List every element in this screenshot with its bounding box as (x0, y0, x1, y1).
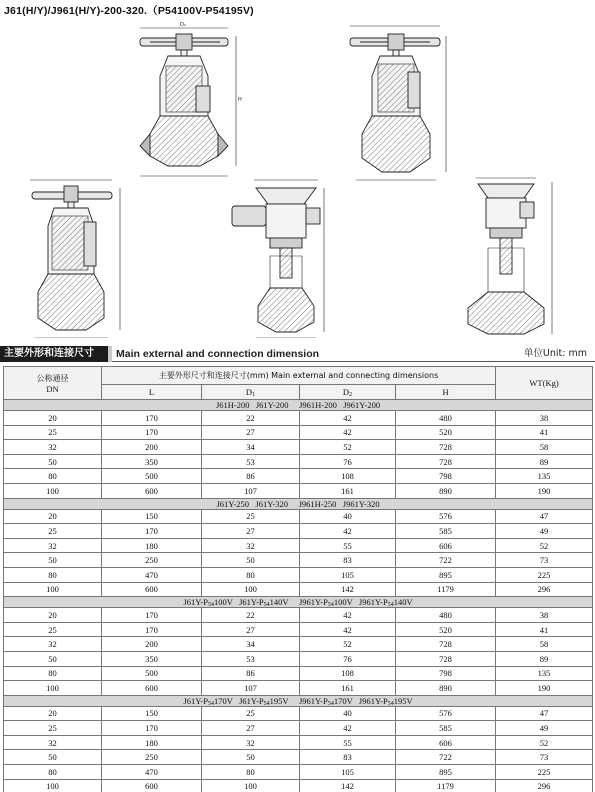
cell-d1: 27 (202, 524, 300, 539)
table-row (4, 411, 593, 426)
cell-wt: 190 (496, 483, 593, 498)
cell-wt: 296 (496, 582, 593, 597)
cell-d1: 22 (202, 411, 300, 426)
cell-l: 600 (102, 681, 202, 696)
cell-d1: 100 (202, 582, 300, 597)
cell-wt: 89 (496, 454, 593, 469)
cell-dn: 80 (4, 666, 102, 681)
cell-dn: 100 (4, 483, 102, 498)
cell-dn: 80 (4, 469, 102, 484)
cell-d1: 25 (202, 706, 300, 721)
cell-d2: 108 (300, 469, 396, 484)
cell-l: 600 (102, 483, 202, 498)
table-row (4, 637, 593, 652)
cell-d2: 55 (300, 735, 396, 750)
model-label-subscript: 54 (263, 602, 270, 608)
page-title: J61(H/Y)/J961(H/Y)-200-320.（P54100V-P54195V) (4, 5, 254, 17)
cell-wt: 135 (496, 666, 593, 681)
cell-dn: 50 (4, 750, 102, 765)
cell-h: 480 (396, 608, 496, 623)
header-dims-label: 主要外形尺寸和连接尺寸(mm) Main external and connecting dimensions (158, 371, 439, 380)
header-d1-label: D (245, 387, 253, 397)
cell-dn: 50 (4, 651, 102, 666)
cell-d2: 161 (300, 681, 396, 696)
cell-wt: 41 (496, 622, 593, 637)
cell-wt: 41 (496, 425, 593, 440)
cell-l: 250 (102, 553, 202, 568)
cell-d1: 50 (202, 553, 300, 568)
cell-d2: 42 (300, 608, 396, 623)
cell-dn: 32 (4, 735, 102, 750)
cell-l: 600 (102, 582, 202, 597)
header-dn (4, 367, 102, 400)
cell-dn: 100 (4, 779, 102, 792)
cell-h: 722 (396, 750, 496, 765)
model-label-text: J61H-200 J61Y-200 J961H-200 J961Y-200 (215, 400, 381, 410)
cell-h: 576 (396, 706, 496, 721)
cell-d2: 42 (300, 622, 396, 637)
cell-dn: 50 (4, 553, 102, 568)
model-group-label (4, 597, 593, 608)
header-dn-cn: 公称通径 (36, 373, 69, 383)
cell-h: 576 (396, 509, 496, 524)
cell-d1: 32 (202, 538, 300, 553)
actuator-valve-drawing-1 (232, 180, 324, 338)
cell-d2: 52 (300, 637, 396, 652)
table-row (4, 608, 593, 623)
cell-l: 600 (102, 779, 202, 792)
cell-wt: 296 (496, 779, 593, 792)
cell-d1: 22 (202, 608, 300, 623)
cell-d2: 42 (300, 411, 396, 426)
model-label-text: 195V J961Y-P (269, 695, 328, 706)
cell-wt: 58 (496, 440, 593, 455)
model-label-subscript: 54 (387, 700, 394, 707)
table-row (4, 779, 593, 792)
model-label-subscript: 54 (327, 602, 334, 608)
model-label-text: J61Y-250 J61Y-320 J961H-250 J961Y-320 (216, 498, 380, 509)
cell-d2: 42 (300, 524, 396, 539)
cell-d2: 142 (300, 779, 396, 792)
cell-l: 500 (102, 666, 202, 681)
cell-dn: 25 (4, 425, 102, 440)
cell-wt: 52 (496, 538, 593, 553)
cell-wt: 38 (496, 608, 593, 623)
table-group-row (4, 498, 593, 509)
cell-wt: 190 (496, 681, 593, 696)
table-row (4, 681, 593, 696)
cell-h: 895 (396, 567, 496, 582)
cell-d1: 80 (202, 765, 300, 780)
cell-l: 200 (102, 637, 202, 652)
cell-d1: 27 (202, 622, 300, 637)
cell-l: 170 (102, 608, 202, 623)
table-row (4, 735, 593, 750)
table-row (4, 425, 593, 440)
cell-wt: 225 (496, 765, 593, 780)
table-row (4, 454, 593, 469)
cell-d2: 161 (300, 483, 396, 498)
cell-dn: 32 (4, 637, 102, 652)
cell-dn: 80 (4, 567, 102, 582)
dimension-table (3, 366, 593, 792)
cell-l: 180 (102, 538, 202, 553)
cell-dn: 100 (4, 582, 102, 597)
cell-l: 170 (102, 411, 202, 426)
cell-l: 350 (102, 651, 202, 666)
cell-wt: 47 (496, 509, 593, 524)
cell-l: 500 (102, 469, 202, 484)
cell-dn: 32 (4, 440, 102, 455)
table-row (4, 567, 593, 582)
header-d2 (300, 385, 396, 400)
model-label-text: 140V (393, 597, 413, 608)
cell-d2: 142 (300, 582, 396, 597)
cell-h: 890 (396, 483, 496, 498)
cell-d1: 50 (202, 750, 300, 765)
model-label-subscript: 54 (387, 602, 394, 608)
cell-d2: 76 (300, 651, 396, 666)
model-label-text: 140V J961Y-P (269, 597, 328, 608)
cell-h: 480 (396, 411, 496, 426)
cell-l: 250 (102, 750, 202, 765)
drawing-label-h: H (238, 97, 242, 103)
model-group-label (4, 400, 593, 411)
header-dims (102, 367, 496, 385)
cell-dn: 25 (4, 721, 102, 736)
cell-d1: 53 (202, 651, 300, 666)
table-row (4, 666, 593, 681)
cell-d2: 42 (300, 721, 396, 736)
cell-d1: 25 (202, 509, 300, 524)
cell-d2: 55 (300, 538, 396, 553)
unit-label: 单位Unit: mm (523, 348, 587, 359)
header-d2-label: D (342, 387, 350, 397)
cell-h: 728 (396, 440, 496, 455)
header-h: H (396, 385, 496, 400)
section-title-cn: 主要外形和连接尺寸 (0, 346, 108, 362)
model-label-text: 100V J61Y-P (213, 597, 264, 608)
header-wt: WT(Kg) (496, 367, 593, 400)
cell-d1: 80 (202, 567, 300, 582)
valve-drawings (0, 16, 595, 338)
cell-d1: 34 (202, 440, 300, 455)
cell-h: 722 (396, 553, 496, 568)
table-row (4, 765, 593, 780)
table-row (4, 582, 593, 597)
cell-d1: 34 (202, 637, 300, 652)
cell-d2: 76 (300, 454, 396, 469)
cell-h: 798 (396, 666, 496, 681)
cell-h: 798 (396, 469, 496, 484)
cell-l: 200 (102, 440, 202, 455)
cell-l: 150 (102, 706, 202, 721)
table-row (4, 651, 593, 666)
handwheel-valve-drawing-3 (30, 180, 120, 338)
cell-d2: 83 (300, 553, 396, 568)
actuator-valve-drawing-2 (466, 178, 552, 338)
cell-d1: 86 (202, 666, 300, 681)
cell-dn: 20 (4, 608, 102, 623)
table-row (4, 524, 593, 539)
cell-wt: 49 (496, 721, 593, 736)
cell-wt: 89 (496, 651, 593, 666)
cell-d2: 52 (300, 440, 396, 455)
header-d1-sub: 1 (252, 392, 256, 398)
table-row (4, 750, 593, 765)
table-row (4, 553, 593, 568)
cell-dn: 20 (4, 509, 102, 524)
cell-d1: 32 (202, 735, 300, 750)
cell-h: 890 (396, 681, 496, 696)
cell-d1: 86 (202, 469, 300, 484)
model-label-subscript: 54 (263, 700, 270, 707)
table-row (4, 721, 593, 736)
cell-l: 150 (102, 509, 202, 524)
cell-dn: 100 (4, 681, 102, 696)
cell-dn: 20 (4, 411, 102, 426)
section-header (0, 346, 595, 362)
model-label-text: 100V J961Y-P (333, 597, 388, 608)
cell-h: 606 (396, 538, 496, 553)
table-body (4, 400, 593, 792)
cell-wt: 47 (496, 706, 593, 721)
handwheel-valve-drawing-2 (350, 26, 446, 180)
cell-d2: 42 (300, 425, 396, 440)
table-group-row (4, 695, 593, 706)
model-group-label (4, 695, 593, 706)
cell-l: 350 (102, 454, 202, 469)
section-title-en: Main external and connection dimension (116, 348, 320, 360)
handwheel-valve-drawing-1 (140, 22, 242, 176)
cell-wt: 225 (496, 567, 593, 582)
cell-l: 170 (102, 524, 202, 539)
table-row (4, 440, 593, 455)
table-row (4, 469, 593, 484)
cell-h: 520 (396, 425, 496, 440)
cell-wt: 49 (496, 524, 593, 539)
cell-d2: 40 (300, 509, 396, 524)
table-row (4, 538, 593, 553)
cell-h: 895 (396, 765, 496, 780)
model-label-text: J61Y-P (183, 597, 208, 608)
drawing-label-d2: D₂ (180, 22, 186, 28)
table-group-row (4, 400, 593, 411)
model-group-label (4, 498, 593, 509)
cell-dn: 50 (4, 454, 102, 469)
cell-l: 170 (102, 721, 202, 736)
cell-dn: 20 (4, 706, 102, 721)
cell-dn: 25 (4, 524, 102, 539)
cell-d1: 53 (202, 454, 300, 469)
table-group-row (4, 597, 593, 608)
model-label-text: J61Y-P (183, 695, 208, 706)
section-underline (112, 361, 595, 362)
model-label-text: 170V J961Y-P (333, 695, 388, 706)
cell-wt: 73 (496, 750, 593, 765)
model-label-subscript: 54 (327, 700, 334, 707)
cell-h: 585 (396, 524, 496, 539)
table-row (4, 622, 593, 637)
cell-h: 585 (396, 721, 496, 736)
header-d2-sub: 2 (349, 392, 353, 398)
cell-d2: 105 (300, 567, 396, 582)
cell-h: 728 (396, 454, 496, 469)
cell-l: 470 (102, 567, 202, 582)
table-row (4, 706, 593, 721)
cell-h: 1179 (396, 779, 496, 792)
cell-l: 170 (102, 622, 202, 637)
cell-l: 470 (102, 765, 202, 780)
cell-d2: 40 (300, 706, 396, 721)
cell-wt: 135 (496, 469, 593, 484)
table-row (4, 509, 593, 524)
model-label-text: 195V (393, 695, 413, 706)
model-label-subscript: 54 (207, 602, 214, 608)
section-stripe (108, 346, 112, 362)
cell-d1: 107 (202, 681, 300, 696)
cell-h: 1179 (396, 582, 496, 597)
cell-dn: 32 (4, 538, 102, 553)
cell-d2: 105 (300, 765, 396, 780)
cell-h: 606 (396, 735, 496, 750)
cell-dn: 25 (4, 622, 102, 637)
cell-h: 520 (396, 622, 496, 637)
cell-wt: 58 (496, 637, 593, 652)
cell-d1: 100 (202, 779, 300, 792)
header-dn-en: DN (46, 383, 59, 394)
header-d1 (202, 385, 300, 400)
cell-d2: 108 (300, 666, 396, 681)
cell-dn: 80 (4, 765, 102, 780)
cell-d1: 27 (202, 721, 300, 736)
cell-wt: 52 (496, 735, 593, 750)
cell-l: 170 (102, 425, 202, 440)
cell-wt: 73 (496, 553, 593, 568)
cell-h: 728 (396, 651, 496, 666)
cell-l: 180 (102, 735, 202, 750)
header-l: L (102, 385, 202, 400)
cell-d1: 107 (202, 483, 300, 498)
cell-wt: 38 (496, 411, 593, 426)
table-row (4, 483, 593, 498)
model-label-text: 170V J61Y-P (213, 695, 264, 706)
cell-d2: 83 (300, 750, 396, 765)
cell-h: 728 (396, 637, 496, 652)
model-label-subscript: 54 (207, 700, 214, 707)
cell-d1: 27 (202, 425, 300, 440)
